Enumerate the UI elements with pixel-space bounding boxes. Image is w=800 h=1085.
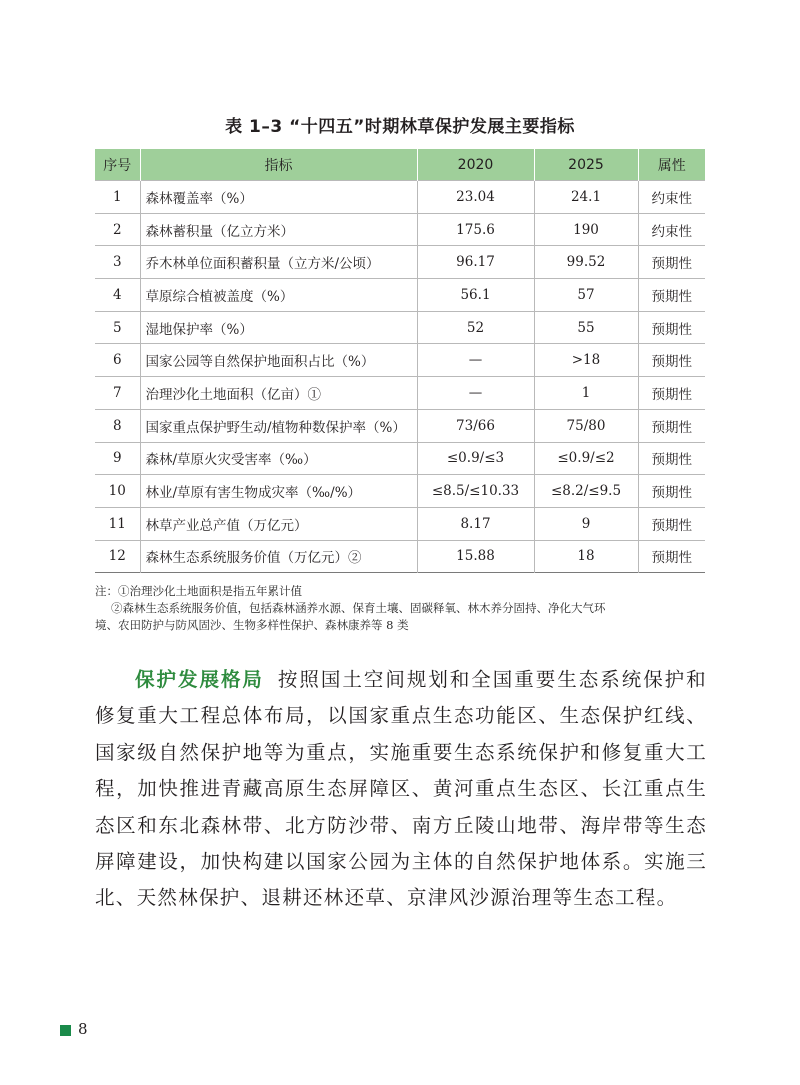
cell-value-2025: 9: [534, 507, 638, 540]
column-header-2025: 2025: [534, 149, 638, 181]
paragraph-text: 按照国土空间规划和全国重要生态系统保护和修复重大工程总体布局，以国家重点生态功能区、生态保护红线、国家级自然保护地等为重点，实施重要生态系统保护和修复重大工程，加快推进青藏高原生态屏障区、黄河重点生态区、长江重点生态区和东北森林带、北方防沙带、南方丘陵山地带、海岸带等生态屏障建设，加快构建以国家公园为主体的自然保护地体系。实施三北、天然林保护、退耕还林还草、京津风沙源治理等生态工程。: [95, 668, 707, 910]
column-header-index: 序号: [95, 149, 140, 181]
cell-value-2025: 24.1: [534, 181, 638, 214]
cell-indicator: 森林覆盖率（%）: [140, 181, 417, 214]
cell-indicator: 森林生态系统服务价值（万亿元）②: [140, 540, 417, 573]
body-paragraph: [95, 662, 707, 917]
table-title: 表 1–3 “十四五”时期林草保护发展主要指标: [225, 117, 575, 137]
cell-attribute: 预期性: [638, 344, 705, 377]
table-row: [95, 311, 705, 344]
cell-indicator: 草原综合植被盖度（%）: [140, 279, 417, 312]
table-row: [95, 540, 705, 573]
cell-value-2020: 96.17: [417, 246, 534, 279]
column-header-attribute: 属性: [638, 149, 705, 181]
cell-value-2020: —: [417, 377, 534, 410]
cell-indicator: 湿地保护率（%）: [140, 311, 417, 344]
cell-value-2025: ≤0.9/≤2: [534, 442, 638, 475]
cell-index: 2: [95, 213, 140, 246]
page-number: 8: [78, 1020, 88, 1038]
column-header-indicator: 指标: [140, 149, 417, 181]
cell-indicator: 林业/草原有害生物成灾率（‰/%）: [140, 475, 417, 508]
cell-value-2025: 57: [534, 279, 638, 312]
cell-index: 5: [95, 311, 140, 344]
cell-value-2020: ≤0.9/≤3: [417, 442, 534, 475]
table-row: [95, 507, 705, 540]
cell-indicator: 森林蓄积量（亿立方米）: [140, 213, 417, 246]
table-row: [95, 409, 705, 442]
cell-indicator: 林草产业总产值（万亿元）: [140, 507, 417, 540]
cell-index: 10: [95, 475, 140, 508]
cell-value-2025: 75/80: [534, 409, 638, 442]
table-row: [95, 279, 705, 312]
cell-value-2020: 56.1: [417, 279, 534, 312]
cell-indicator: 森林/草原火灾受害率（‰）: [140, 442, 417, 475]
cell-value-2020: 23.04: [417, 181, 534, 214]
cell-value-2020: 15.88: [417, 540, 534, 573]
cell-value-2020: 175.6: [417, 213, 534, 246]
page-marker-square: [60, 1025, 71, 1036]
table-row: [95, 344, 705, 377]
cell-value-2020: —: [417, 344, 534, 377]
cell-indicator: 乔木林单位面积蓄积量（立方米/公顷）: [140, 246, 417, 279]
table-notes: [95, 583, 715, 634]
cell-index: 1: [95, 181, 140, 214]
cell-index: 11: [95, 507, 140, 540]
cell-value-2025: 190: [534, 213, 638, 246]
indicators-table: [95, 149, 705, 573]
cell-attribute: 预期性: [638, 507, 705, 540]
table-header-row: [95, 149, 705, 181]
table-row: [95, 442, 705, 475]
table-row: [95, 475, 705, 508]
cell-value-2020: 8.17: [417, 507, 534, 540]
cell-value-2025: ≤8.2/≤9.5: [534, 475, 638, 508]
cell-index: 3: [95, 246, 140, 279]
table-body: [95, 181, 705, 573]
table-row: [95, 181, 705, 214]
cell-value-2025: 18: [534, 540, 638, 573]
cell-attribute: 预期性: [638, 540, 705, 573]
cell-value-2020: 52: [417, 311, 534, 344]
cell-value-2025: >18: [534, 344, 638, 377]
note-line: 境、农田防护与防风固沙、生物多样性保护、森林康养等 8 类: [95, 618, 409, 632]
cell-index: 9: [95, 442, 140, 475]
cell-attribute: 预期性: [638, 442, 705, 475]
cell-index: 6: [95, 344, 140, 377]
cell-attribute: 预期性: [638, 475, 705, 508]
cell-index: 4: [95, 279, 140, 312]
table-row: [95, 377, 705, 410]
cell-attribute: 约束性: [638, 213, 705, 246]
column-header-2020: 2020: [417, 149, 534, 181]
note-line: 注：①治理沙化土地面积是指五年累计值: [95, 584, 302, 598]
cell-index: 8: [95, 409, 140, 442]
cell-value-2025: 99.52: [534, 246, 638, 279]
cell-attribute: 预期性: [638, 246, 705, 279]
cell-indicator: 国家重点保护野生动/植物种数保护率（%）: [140, 409, 417, 442]
cell-attribute: 预期性: [638, 279, 705, 312]
cell-attribute: 预期性: [638, 377, 705, 410]
cell-indicator: 国家公园等自然保护地面积占比（%）: [140, 344, 417, 377]
note-line: ②森林生态系统服务价值，包括森林涵养水源、保育土壤、固碳释氧、林木养分固持、净化大气环: [111, 601, 606, 615]
cell-value-2020: ≤8.5/≤10.33: [417, 475, 534, 508]
table-row: [95, 246, 705, 279]
cell-value-2025: 55: [534, 311, 638, 344]
cell-attribute: 预期性: [638, 311, 705, 344]
cell-attribute: 预期性: [638, 409, 705, 442]
cell-attribute: 约束性: [638, 181, 705, 214]
cell-index: 12: [95, 540, 140, 573]
cell-value-2025: 1: [534, 377, 638, 410]
paragraph-lead-heading: 保护发展格局: [135, 668, 264, 691]
cell-indicator: 治理沙化土地面积（亿亩）①: [140, 377, 417, 410]
table-row: [95, 213, 705, 246]
cell-index: 7: [95, 377, 140, 410]
cell-value-2020: 73/66: [417, 409, 534, 442]
